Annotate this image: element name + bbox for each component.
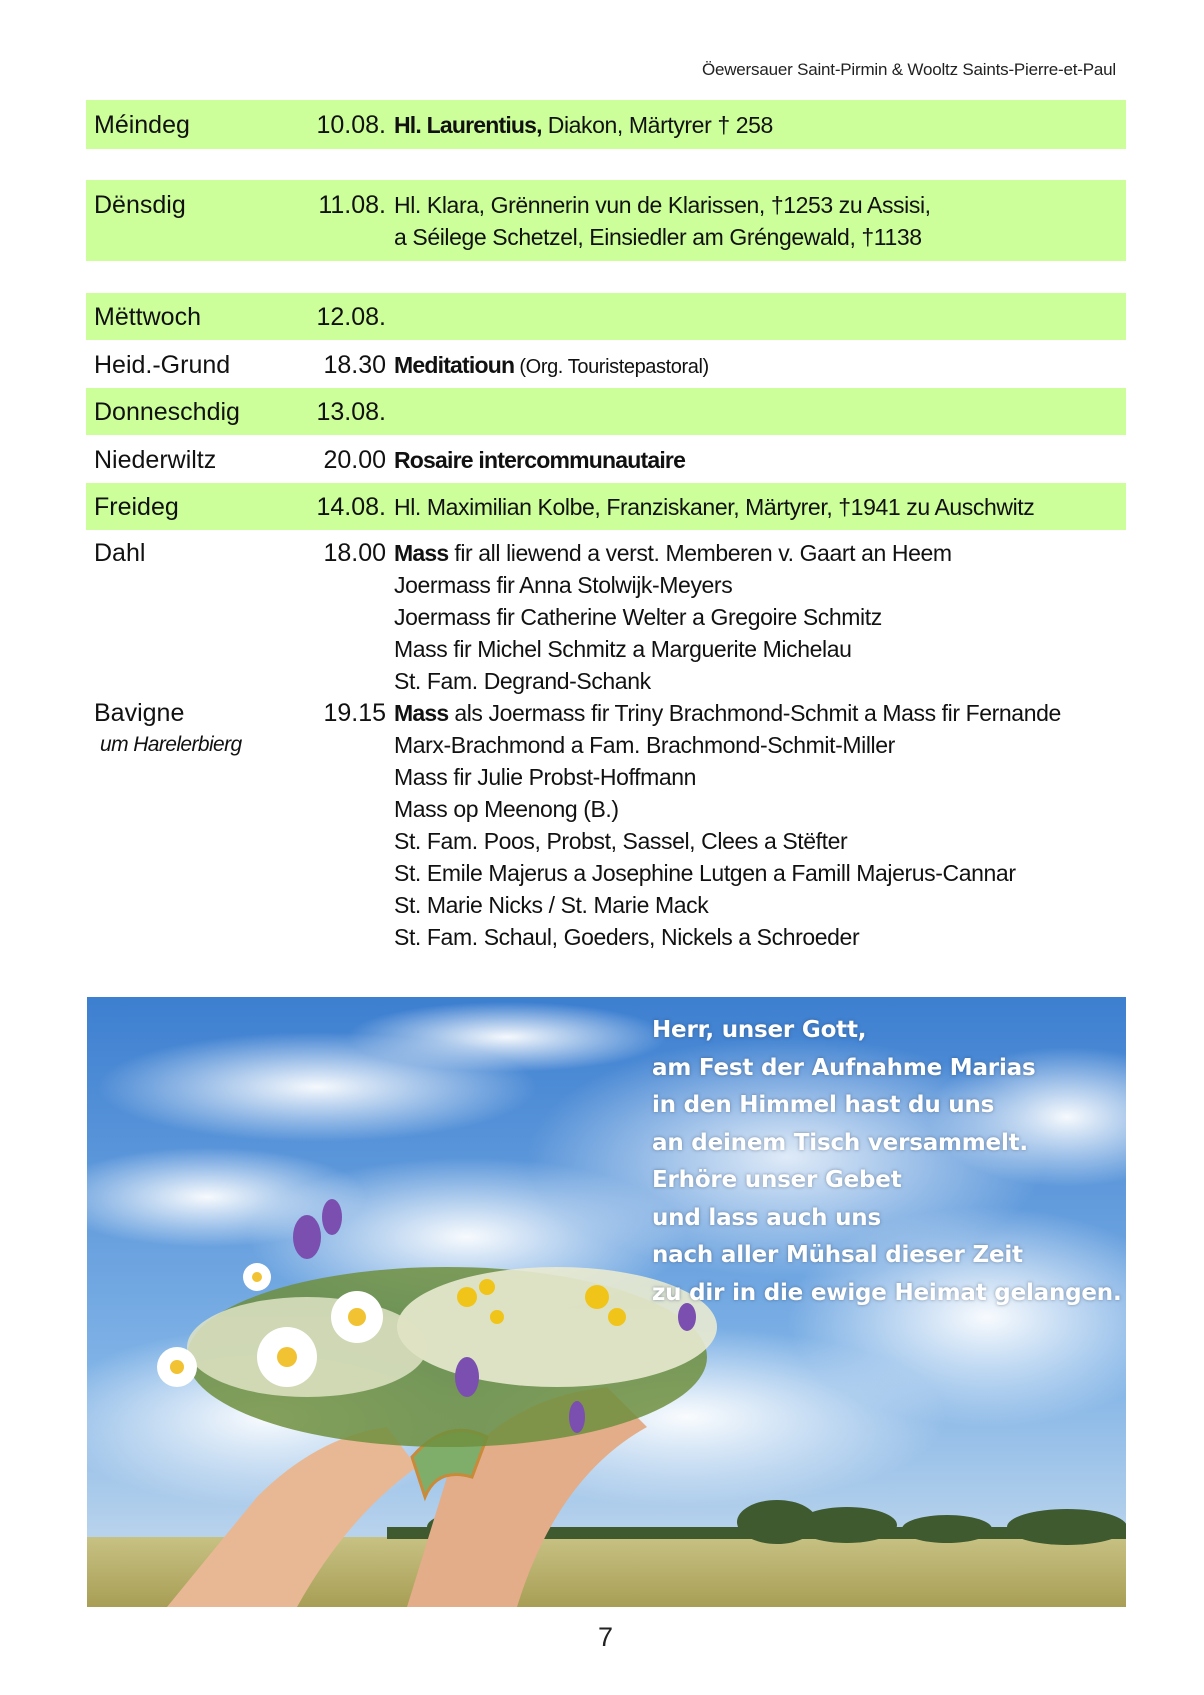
feast-description xyxy=(394,189,1114,253)
prayer-line: zu dir in die ewige Heimat gelangen. xyxy=(652,1279,1122,1306)
intention-line: St. Fam. Schaul, Goeders, Nickels a Schroeder xyxy=(394,924,860,950)
intention-line: Joermass fir Catherine Welter a Gregoire Schmitz xyxy=(394,604,882,630)
saint-detail: Diakon, Märtyrer † 258 xyxy=(541,112,773,138)
intention-line: Mass fir Michel Schmitz a Marguerite Michelau xyxy=(394,636,852,662)
mass-intentions xyxy=(394,697,1114,953)
day-label: Méindeg xyxy=(94,111,190,139)
feast-description xyxy=(394,109,1114,141)
location-label: Niederwiltz xyxy=(94,446,217,474)
schedule-row-meindeg xyxy=(86,100,1126,149)
location-sublabel: um Harelerbierg xyxy=(100,733,242,756)
feast-line: a Séilege Schetzel, Einsiedler am Gréngewald, †1138 xyxy=(394,224,922,250)
schedule-row-mettwoch xyxy=(86,293,1126,340)
page-header: Öewersauer Saint-Pirmin & Wooltz Saints-Pierre-et-Paul xyxy=(701,60,1116,79)
intention-line: Mass als Joermass fir Triny Brachmond-Schmit a Mass fir Fernande xyxy=(394,700,1061,726)
date-label: 14.08. xyxy=(316,493,386,521)
intention-line: St. Marie Nicks / St. Marie Mack xyxy=(394,892,709,918)
event-detail: (Org. Touristepastoral) xyxy=(514,356,709,378)
mass-title: Mass xyxy=(394,540,449,566)
date-label: 11.08. xyxy=(318,191,386,219)
intention-line: St. Fam. Poos, Probst, Sassel, Clees a Stëfter xyxy=(394,828,848,854)
day-label: Dënsdig xyxy=(94,191,186,219)
day-label: Freideg xyxy=(94,493,179,521)
feast-description: Hl. Maximilian Kolbe, Franziskaner, Märtyrer, †1941 zu Auschwitz xyxy=(394,494,1035,520)
intention-line: St. Emile Majerus a Josephine Lutgen a Famill Majerus-Cannar xyxy=(394,860,1016,886)
prayer-line: in den Himmel hast du uns xyxy=(652,1092,995,1118)
time-label: 18.30 xyxy=(323,351,386,379)
event-description xyxy=(394,444,1114,476)
feast-line: Hl. Klara, Grënnerin vun de Klarissen, †1253 zu Assisi, xyxy=(394,192,931,218)
day-label: Donneschdig xyxy=(94,398,240,426)
day-label: Mëttwoch xyxy=(94,303,201,331)
schedule-row-dahl xyxy=(86,537,1126,697)
intention-line: Mass op Meenong (B.) xyxy=(394,796,619,822)
date-label: 10.08. xyxy=(316,111,386,139)
location-label: Heid.-Grund xyxy=(94,351,231,379)
event-description xyxy=(394,349,1114,383)
prayer-line: Herr, unser Gott, xyxy=(652,1017,867,1043)
schedule-row-freideg xyxy=(86,483,1126,530)
time-label: 19.15 xyxy=(323,699,386,727)
prayer-line: Erhöre unser Gebet xyxy=(652,1167,902,1193)
time-label: 18.00 xyxy=(323,539,386,567)
prayer-line: an deinem Tisch versammelt. xyxy=(652,1129,1028,1156)
intention-line: Mass fir all liewend a verst. Memberen v. Gaart an Heem xyxy=(394,540,952,566)
intention-line: Marx-Brachmond a Fam. Brachmond-Schmit-Miller xyxy=(394,732,895,758)
location-label: Bavigne xyxy=(94,699,185,727)
schedule-row-bavigne xyxy=(86,697,1126,957)
schedule-row-donneschdig xyxy=(86,388,1126,435)
mass-intentions xyxy=(394,537,1114,697)
event-title: Meditatioun xyxy=(394,352,515,378)
event-title: Rosaire intercommunautaire xyxy=(394,447,686,473)
prayer-line: am Fest der Aufnahme Marias xyxy=(652,1054,1036,1081)
prayer-line: und lass auch uns xyxy=(652,1204,881,1231)
saint-name: Hl. Laurentius, xyxy=(394,112,542,138)
mass-title: Mass xyxy=(394,700,449,726)
intention-line: Mass fir Julie Probst-Hoffmann xyxy=(394,764,697,790)
date-label: 13.08. xyxy=(316,398,386,426)
schedule-row-heid-grund xyxy=(86,341,1126,387)
intention-line: St. Fam. Degrand-Schank xyxy=(394,668,651,694)
time-label: 20.00 xyxy=(323,446,386,474)
location-label: Dahl xyxy=(94,539,146,567)
intention-line: Joermass fir Anna Stolwijk-Meyers xyxy=(394,572,733,598)
prayer-text xyxy=(652,1012,1122,1312)
page-number: 7 xyxy=(598,1622,614,1652)
prayer-line: nach aller Mühsal dieser Zeit xyxy=(652,1242,1023,1268)
schedule-row-niederwiltz xyxy=(86,436,1126,482)
schedule-row-densdig xyxy=(86,180,1126,261)
date-label: 12.08. xyxy=(316,303,386,331)
